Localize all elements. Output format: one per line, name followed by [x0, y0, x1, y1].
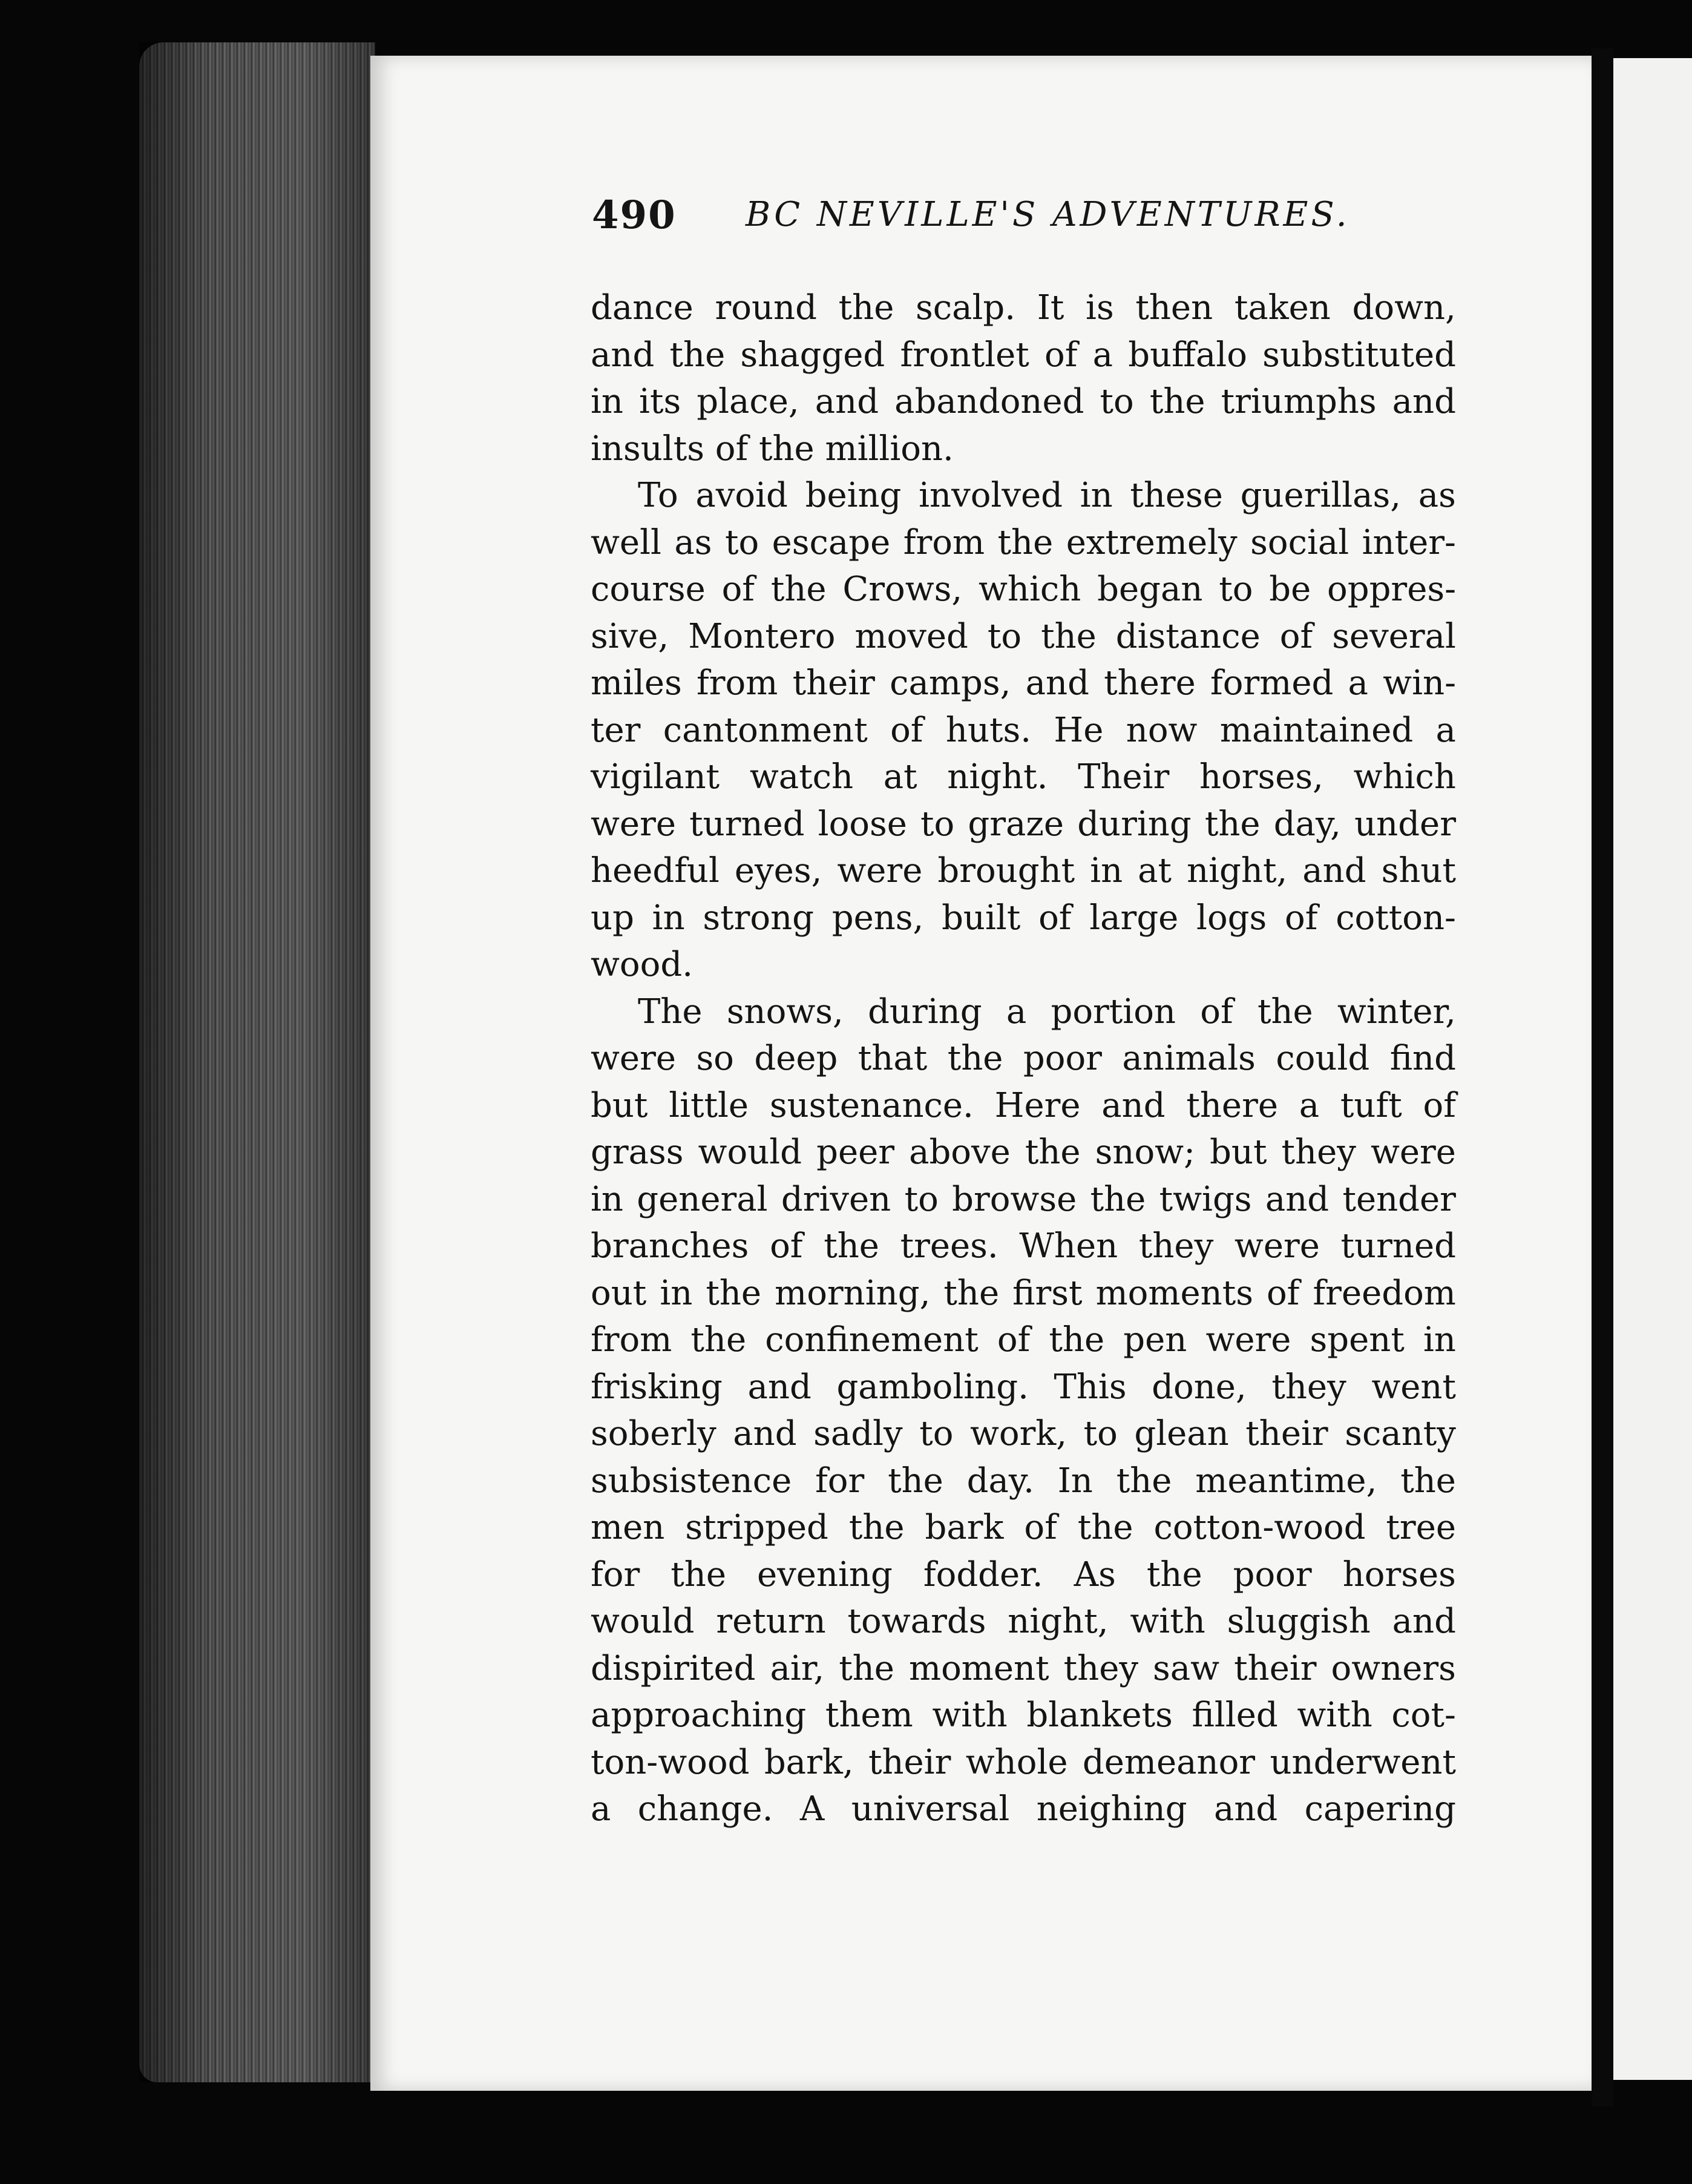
paragraph	[591, 988, 1456, 1833]
text-line: were so deep that the poor animals could find	[591, 1039, 1456, 1078]
text-line: and the shagged frontlet of a buffalo substituted	[591, 335, 1456, 375]
text-line: frisking and gamboling. This done, they went	[591, 1367, 1456, 1407]
text-line: subsistence for the day. In the meantime, the	[591, 1461, 1456, 1501]
text-line: soberly and sadly to work, to glean their scanty	[591, 1414, 1456, 1453]
text-line: but little sustenance. Here and there a tuft of	[591, 1085, 1456, 1125]
text-line: insults of the million.	[591, 429, 954, 469]
book-gutter	[1592, 48, 1613, 2107]
paragraph	[591, 285, 1456, 472]
text-line: ton-wood bark, their whole demeanor underwent	[591, 1742, 1456, 1782]
text-line: miles from their camps, and there formed a win-	[591, 663, 1456, 703]
text-line: out in the morning, the first moments of freedom	[591, 1273, 1456, 1313]
text-line: The snows, during a portion of the winter,	[638, 992, 1456, 1031]
text-line: dance round the scalp. It is then taken down,	[591, 288, 1456, 327]
text-line: would return towards night, with sluggish and	[591, 1602, 1456, 1641]
text-line: branches of the trees. When they were turned	[591, 1226, 1456, 1266]
text-line: in general driven to browse the twigs and tender	[591, 1179, 1456, 1219]
text-line: a change. A universal neighing and capering	[591, 1789, 1456, 1829]
text-line: from the confinement of the pen were spent in	[591, 1320, 1456, 1360]
text-line: wood.	[591, 945, 694, 984]
text-line: approaching them with blankets filled with cot-	[591, 1696, 1456, 1735]
text-line: To avoid being involved in these guerillas, as	[638, 476, 1456, 515]
body-text	[591, 285, 1456, 1833]
facing-page-edge	[1613, 58, 1692, 2080]
text-line: ter cantonment of huts. He now maintained a	[591, 710, 1456, 750]
paragraph	[591, 472, 1456, 988]
text-line: vigilant watch at night. Their horses, which	[591, 757, 1456, 797]
text-line: for the evening fodder. As the poor horses	[591, 1554, 1456, 1594]
text-line: well as to escape from the extremely social inter-	[591, 522, 1456, 562]
text-line: men stripped the bark of the cotton-wood tree	[591, 1508, 1456, 1547]
text-line: course of the Crows, which began to be oppres-	[591, 570, 1456, 609]
text-line: were turned loose to graze during the day, under	[591, 804, 1456, 844]
running-head	[592, 192, 1451, 247]
text-line: up in strong pens, built of large logs of cotton-	[591, 898, 1456, 938]
text-line: sive, Montero moved to the distance of several	[591, 616, 1456, 656]
book-page-edges	[139, 42, 375, 2082]
text-line: dispirited air, the moment they saw their owners	[591, 1648, 1456, 1688]
page-number: 490	[592, 192, 677, 238]
text-line: grass would peer above the snow; but they were	[591, 1133, 1456, 1172]
text-line: heedful eyes, were brought in at night, and shut	[591, 851, 1456, 890]
running-title: BC NEVILLE'S ADVENTURES.	[746, 195, 1350, 234]
text-line: in its place, and abandoned to the triumphs and	[591, 382, 1456, 421]
